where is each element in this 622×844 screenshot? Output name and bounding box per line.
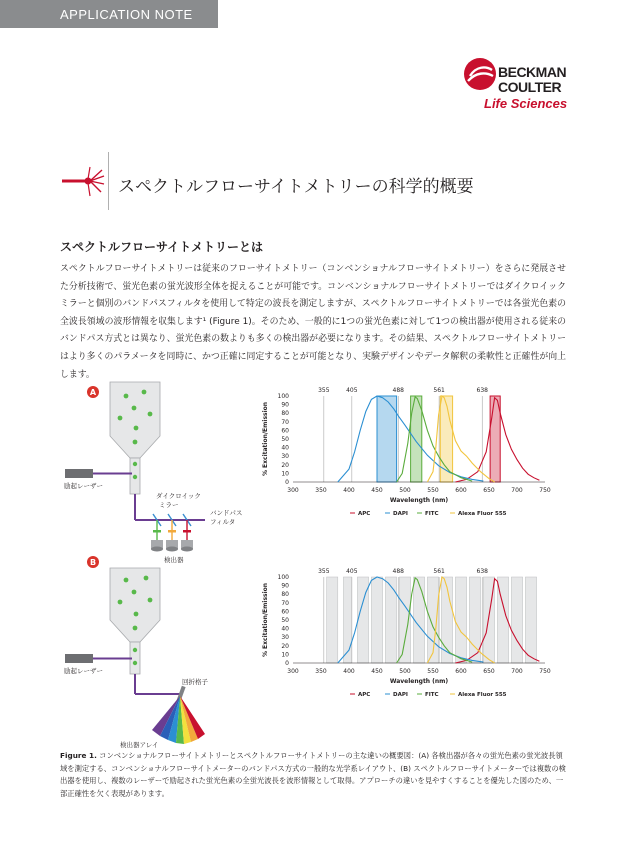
x-tick-label: 550 xyxy=(427,487,439,494)
y-tick-label: 10 xyxy=(281,651,289,659)
page-title: スペクトルフローサイトメトリーの科学的概要 xyxy=(118,177,474,197)
y-tick-label: 40 xyxy=(281,625,289,633)
detector-channel xyxy=(371,577,382,663)
laser-a xyxy=(65,469,93,478)
y-tick-label: 70 xyxy=(281,599,289,607)
laser-line-label: 355 xyxy=(318,568,330,575)
x-tick-label: 400 xyxy=(343,487,355,494)
dichroic-label-2: ミラー xyxy=(159,501,179,509)
x-tick-label: 600 xyxy=(455,487,467,494)
laser-b-label: 励起レーザー xyxy=(64,667,103,675)
detector-channel xyxy=(399,577,410,663)
spectrum-fan xyxy=(152,696,205,744)
y-tick-label: 60 xyxy=(281,608,289,616)
x-tick-label: 400 xyxy=(343,668,355,675)
x-tick-label: 300 xyxy=(287,487,299,494)
detector-channel xyxy=(327,577,338,663)
detector-channel xyxy=(455,577,466,663)
x-tick-label: 450 xyxy=(371,487,383,494)
panel-a-letter: A xyxy=(89,388,97,397)
body-paragraph: スペクトルフローサイトメトリーは従来のフローサイトメトリー（コンベンショナルフローサイトメトリー）をさらに発展させた分析技術で、蛍光色素の蛍光波形全体を捉えることが可能です。コンベンショナルフローサイトメトリーではダイクロイックミラーと個別のバンドパスフィルタを使用して特定の波長を測定しますが、スペクトルフローサイトメトリーでは各蛍光色素の全波長領域の波形情報を収集します¹ (Figure 1)。そのため、一般的に1つの蛍光色素に対して1つの検出器が使用される従来のバンドパス方式とは異なり、蛍光色素の数よりも多くの検出器が必要になります。その結果、スペクトルフローサイトメトリーはより多くのパラメータを同時に、かつ正確に同定することが可能となり、実験デザインやデータ解釈の柔軟性と正確性が向上します。 xyxy=(60,264,566,380)
laser-line-label: 561 xyxy=(433,387,445,394)
laser-line-label: 638 xyxy=(476,568,489,575)
detector-a-label: 検出器 xyxy=(164,556,184,564)
x-tick-label: 750 xyxy=(539,668,551,675)
legend-label: APC xyxy=(358,692,371,698)
x-tick-label: 700 xyxy=(511,668,523,675)
y-tick-label: 0 xyxy=(285,479,289,486)
caption-label: Figure 1. xyxy=(60,751,97,760)
y-tick-label: 60 xyxy=(281,427,289,435)
figure-caption xyxy=(60,750,566,800)
logo-line-1: BECKMAN xyxy=(498,64,567,80)
dichroic-mirrors xyxy=(153,514,191,540)
x-tick-label: 300 xyxy=(287,668,299,675)
y-tick-label: 30 xyxy=(281,634,289,642)
detector-channel xyxy=(343,577,351,663)
detector-array-label: 検出器アレイ xyxy=(120,741,159,749)
legend-label: DAPI xyxy=(393,511,408,517)
x-tick-label: 500 xyxy=(399,487,411,494)
x-tick-label: 650 xyxy=(483,668,495,675)
y-tick-label: 50 xyxy=(281,436,289,443)
laser-b xyxy=(65,654,93,663)
bandpass-filter xyxy=(440,396,452,482)
x-tick-label: 650 xyxy=(483,487,495,494)
y-tick-label: 70 xyxy=(281,418,289,426)
x-tick-label: 450 xyxy=(371,668,383,675)
legend-label: Alexa Fluor 555 xyxy=(458,692,507,698)
x-tick-label: 500 xyxy=(399,668,411,675)
y-tick-label: 80 xyxy=(281,591,289,599)
spectra-chart-b xyxy=(255,563,555,713)
y-tick-label: 30 xyxy=(281,453,289,461)
laser-line-label: 405 xyxy=(346,387,358,394)
bandpass-filter xyxy=(490,396,500,482)
y-tick-label: 0 xyxy=(285,660,289,667)
y-tick-label: 40 xyxy=(281,444,289,452)
legend-label: Alexa Fluor 555 xyxy=(458,511,507,517)
x-axis-label: Wavelength (nm) xyxy=(389,497,449,504)
bandpass-label-2: フィルタ xyxy=(210,518,236,526)
dichroic-label-1: ダイクロイック xyxy=(156,492,201,500)
x-axis-label: Wavelength (nm) xyxy=(389,678,449,685)
laser-a-label: 励起レーザー xyxy=(64,482,103,490)
laser-line-label: 488 xyxy=(392,568,405,575)
y-axis-label: % Excitation/Emission xyxy=(262,582,269,658)
y-tick-label: 20 xyxy=(281,461,289,469)
title-divider xyxy=(108,152,109,210)
panel-b-letter: B xyxy=(89,558,97,567)
laser-line-label: 638 xyxy=(476,387,489,394)
detector-channel xyxy=(511,577,522,663)
logo-line-3: Life Sciences xyxy=(484,96,568,111)
y-axis-label: % Excitation/Emission xyxy=(262,401,269,477)
schematic-diagram xyxy=(60,380,260,750)
laser-burst-icon xyxy=(60,152,106,210)
x-tick-label: 700 xyxy=(511,487,523,494)
laser-line-label: 488 xyxy=(392,387,405,394)
y-tick-label: 80 xyxy=(281,410,289,418)
title-block xyxy=(60,152,560,210)
x-tick-label: 350 xyxy=(315,668,327,675)
y-tick-label: 10 xyxy=(281,470,289,478)
legend-label: DAPI xyxy=(393,692,408,698)
section-heading: スペクトルフローサイトメトリーとは xyxy=(60,240,264,254)
x-tick-label: 550 xyxy=(427,668,439,675)
x-tick-label: 350 xyxy=(315,487,327,494)
y-tick-label: 50 xyxy=(281,617,289,624)
application-note-tag: APPLICATION NOTE xyxy=(0,0,218,28)
beckman-coulter-logo xyxy=(462,50,572,114)
y-tick-label: 90 xyxy=(281,401,289,409)
y-tick-label: 100 xyxy=(277,574,289,581)
detector-channel xyxy=(385,577,396,663)
legend-label: FITC xyxy=(425,511,439,517)
bandpass-label-1: バンドパス xyxy=(210,509,243,517)
laser-line-label: 405 xyxy=(346,568,358,575)
y-tick-label: 20 xyxy=(281,642,289,650)
detectors-a xyxy=(151,540,193,552)
detector-channel xyxy=(525,577,536,663)
x-tick-label: 750 xyxy=(539,487,551,494)
legend-label: FITC xyxy=(425,692,439,698)
series-line-alexa-fluor-555 xyxy=(427,396,494,482)
laser-line-label: 561 xyxy=(433,568,445,575)
grating-label: 回折格子 xyxy=(182,678,208,686)
spectra-chart-a xyxy=(255,382,555,532)
logo-line-2: COULTER xyxy=(498,79,562,95)
y-tick-label: 90 xyxy=(281,582,289,590)
caption-text: コンベンショナルフローサイトメトリーとスペクトルフローサイトメトリーの主な違いの概要図：(A) 各検出器が各々の蛍光色素の蛍光波長領域を測定する、コンベンショナルフローサイトメーターのバンドパス方式の一般的な光学系レイアウト、(B) スペクトルフローサイトメーターでは複数の検出器を使用し、複数のレーザーで励起された蛍光色素の全蛍光波長を波形情報として取得。アプローチの違いを見やすくすることを優先した図のため、一部正確性を欠く表現があります。 xyxy=(60,751,566,798)
logo-mark-icon xyxy=(462,56,498,92)
flow-cell-a xyxy=(110,382,160,494)
legend-label: APC xyxy=(358,511,371,517)
series-line-fitc xyxy=(397,397,473,482)
y-tick-label: 100 xyxy=(277,393,289,400)
laser-line-label: 355 xyxy=(318,387,330,394)
x-tick-label: 600 xyxy=(455,668,467,675)
